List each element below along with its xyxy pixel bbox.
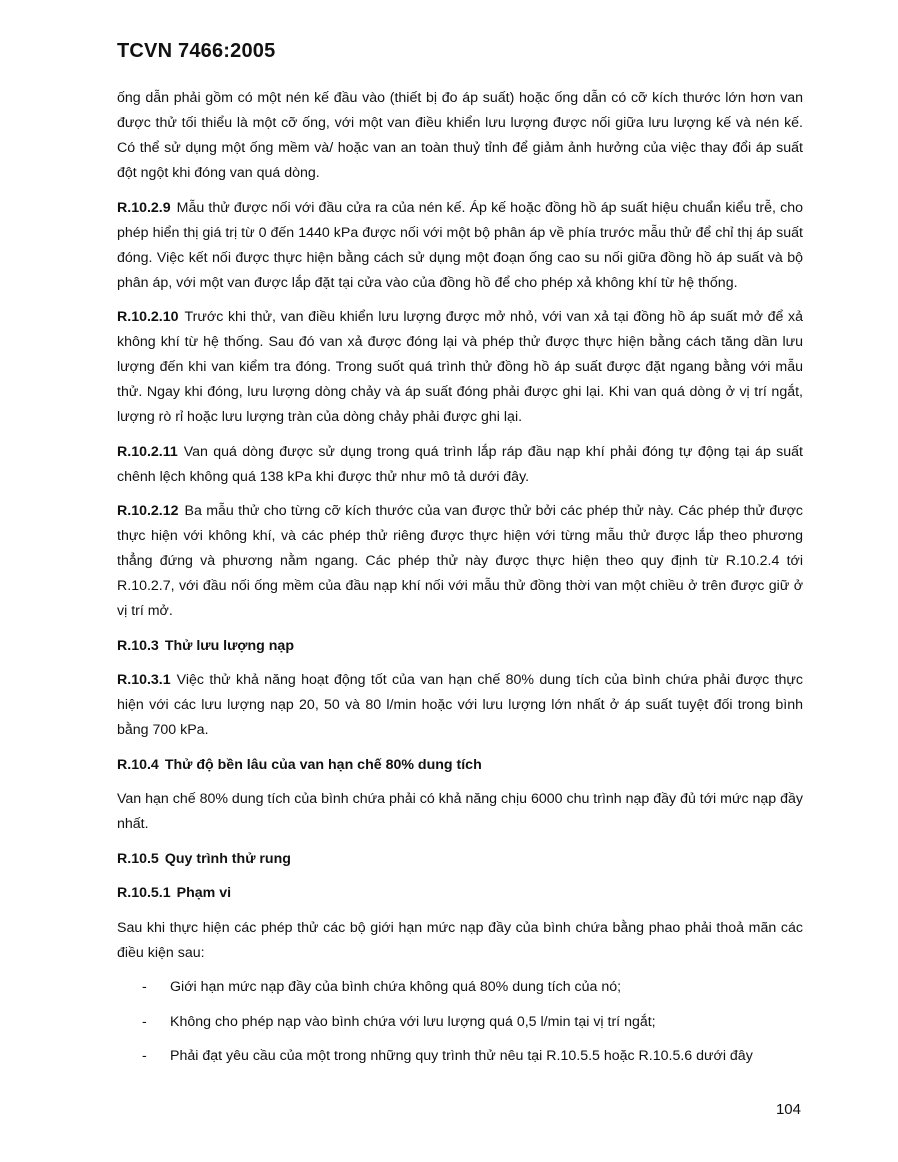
list-item-text: Không cho phép nạp vào bình chứa với lưu lượng quá 0,5 l/min tại vị trí ngắt; <box>170 1013 656 1030</box>
section-number: R.10.5.1 <box>117 885 171 901</box>
paragraph-r-10-2-9 <box>117 196 803 296</box>
document-body <box>117 86 803 1079</box>
section-number: R.10.4 <box>117 756 159 773</box>
section-title: Thử độ bền lâu của van hạn chế 80% dung tích <box>164 756 482 773</box>
section-heading-r-10-3 <box>117 634 803 659</box>
clause-number: R.10.2.10 <box>117 309 179 325</box>
paragraph-text: Sau khi thực hiện các phép thử các bộ giới hạn mức nạp đầy của bình chứa bằng phao phải thoả mãn các điều kiện sau: <box>117 919 803 961</box>
clause-number: R.10.2.9 <box>117 199 171 216</box>
section-number: R.10.5 <box>117 850 159 867</box>
paragraph-text: Ba mẫu thử cho từng cỡ kích thước của van được thử bởi các phép thử này. Các phép thử được thực hiện với không khí, và các phép thử riêng được thực hiện với từng mẫu thử được lắp theo phương thẳng đứng và phương nằm ngang. Các phép thử này được thực hiện theo quy định từ R.10.2.4 tới R.10.2.7, với đầu nối ống mềm của đầu nạp khí nối với mẫu thử đồng thời van một chiều ở trên được giữ ở vị trí mở. <box>117 503 803 619</box>
paragraph-r-10-4 <box>117 787 803 837</box>
section-heading-r-10-4 <box>117 753 803 778</box>
paragraph-continuation <box>117 86 803 186</box>
clause-number: R.10.2.11 <box>117 443 178 460</box>
paragraph-scope <box>117 916 803 966</box>
dash-bullet: - <box>142 1013 147 1030</box>
paragraph-text: Van quá dòng được sử dụng trong quá trình lắp ráp đầu nạp khí phải đóng tự động tại áp suất chênh lệch không quá 138 kPa khi được thử như mô tả dưới đây. <box>117 443 803 485</box>
document-header: TCVN 7466:2005 <box>117 40 276 62</box>
clause-number: R.10.2.12 <box>117 503 179 519</box>
list-item <box>117 975 803 1000</box>
list-item-text: Phải đạt yêu cầu của một trong những quy trình thử nêu tại R.10.5.5 hoặc R.10.5.6 dưới đây <box>170 1048 753 1064</box>
list-item <box>117 1010 803 1035</box>
section-title: Quy trình thử rung <box>164 850 291 867</box>
list-item-text: Giới hạn mức nạp đầy của bình chứa không quá 80% dung tích của nó; <box>170 979 622 995</box>
section-number: R.10.3 <box>117 637 159 654</box>
paragraph-r-10-2-12 <box>117 499 803 624</box>
section-heading-r-10-5 <box>117 847 803 872</box>
paragraph-text: Việc thử khả năng hoạt động tốt của van hạn chế 80% dung tích của bình chứa phải được thực hiện với các lưu lượng nạp 20, 50 và 80 l/min hoặc với lưu lượng lớn nhất ở áp suất tuyệt đối trong bình bằng 700 kPa. <box>117 672 803 738</box>
paragraph-r-10-2-10 <box>117 305 803 430</box>
section-title: Thử lưu lượng nạp <box>164 637 294 654</box>
paragraph-text: Van hạn chế 80% dung tích của bình chứa phải có khả năng chịu 6000 chu trình nạp đầy đủ tới mức nạp đầy nhất. <box>117 791 803 832</box>
paragraph-r-10-3-1 <box>117 668 803 743</box>
section-title: Phạm vi <box>176 885 232 901</box>
section-heading-r-10-5-1 <box>117 881 803 906</box>
dash-bullet: - <box>142 1048 147 1064</box>
paragraph-r-10-2-11 <box>117 440 803 490</box>
page-number: 104 <box>775 1101 801 1118</box>
list-item <box>117 1044 803 1069</box>
paragraph-text: Trước khi thử, van điều khiển lưu lượng được mở nhỏ, với van xả tại đồng hồ áp suất mở để xả không khí từ hệ thống. Sau đó van xả được đóng lại và phép thử được thực hiện bằng cách tăng dần lưu lượng đến khi van kiểm tra đóng. Trong suốt quá trình thử đồng hồ áp suất được đặt ngang bằng với mẫu thử. Ngay khi đóng, lưu lượng dòng chảy và áp suất đóng phải được ghi lại. Khi van quá dòng ở vị trí ngắt, lượng rò rỉ hoặc lưu lượng tràn của dòng chảy phải được ghi lại. <box>117 309 803 425</box>
clause-number: R.10.3.1 <box>117 672 171 688</box>
paragraph-text: ống dẫn phải gồm có một nén kế đầu vào (thiết bị đo áp suất) hoặc ống dẫn có cỡ kích thước lớn hơn van được thử tối thiểu là một cỡ ống, với một van điều khiển lưu lượng được nối giữa lưu lượng kế và nén kế. Có thể sử dụng một ống mềm và/ hoặc van an toàn thuỷ tỉnh để giảm ảnh hưởng của việc thay đổi áp suất đột ngột khi đóng van quá dòng. <box>117 90 803 181</box>
requirements-list <box>117 975 803 1069</box>
paragraph-text: Mẫu thử được nối với đầu cửa ra của nén kế. Áp kế hoặc đồng hồ áp suất hiệu chuẩn kiểu trễ, cho phép hiển thị giá trị từ 0 đến 1440 kPa được nối với một bộ phân áp về phía trước mẫu thử để chỉ thị áp suất đóng. Việc kết nối được thực hiện bằng cách sử dụng một đoạn ống cao su nối giữa đồng hồ áp suất và bộ phân áp, với một van được lắp đặt tại cửa vào của đồng hồ để cho phép xả không khí từ hệ thống. <box>117 199 803 291</box>
dash-bullet: - <box>142 979 147 995</box>
